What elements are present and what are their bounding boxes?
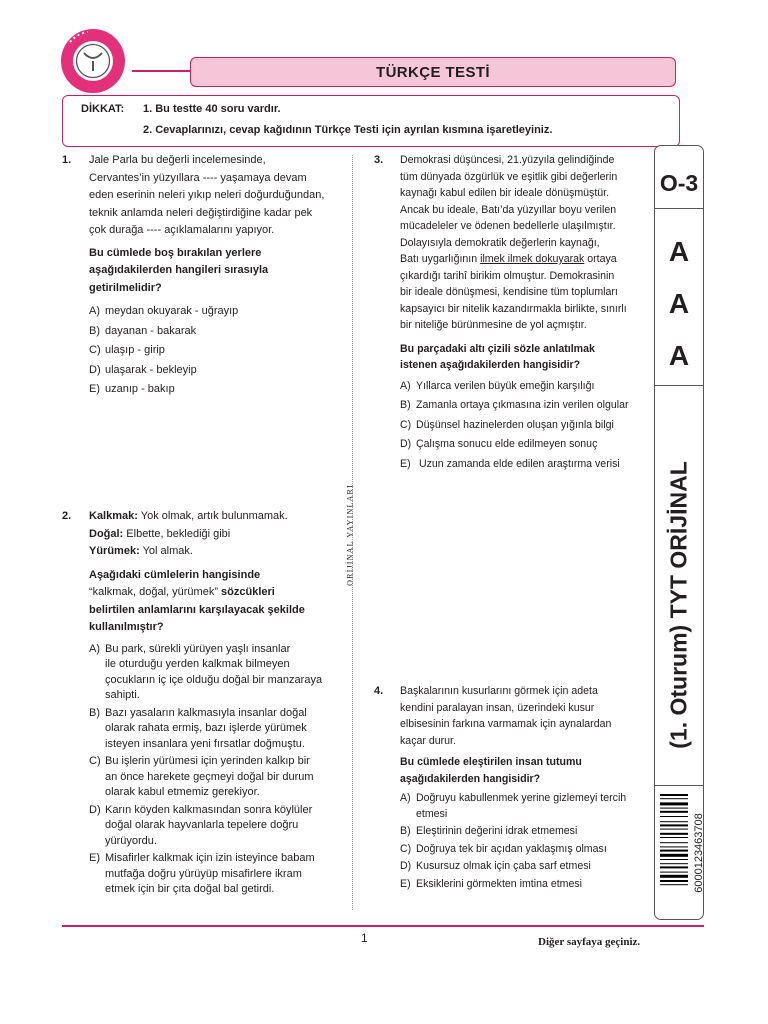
q3-text-line: bir ideale dönüşmesi, kendisine tüm toplumları bbox=[400, 286, 618, 298]
question-2 bbox=[89, 508, 351, 900]
option-text: dayanan - bakarak bbox=[105, 324, 197, 337]
answer-option[interactable] bbox=[89, 851, 351, 898]
option-text: Düşünsel hazinelerden oluşan yığınla bilgi bbox=[416, 418, 614, 431]
q3-stem: Bu parçadaki altı çizili sözle anlatılmak bbox=[400, 342, 595, 355]
answer-option[interactable] bbox=[400, 824, 652, 840]
option-letter: C) bbox=[89, 755, 101, 767]
option-text: ulaşıp - girip bbox=[105, 344, 165, 356]
option-text: Misafirler kalkmak için izin isteyince babam bbox=[105, 852, 315, 864]
option-text: mutfağa doğru yürüyüp misafirlere ikram bbox=[105, 867, 302, 880]
booklet-letter: A bbox=[668, 340, 690, 371]
text-segment: ortaya bbox=[584, 253, 617, 265]
q2-definition bbox=[89, 543, 351, 561]
q1-text-line: çok durağa ---- açıklamalarını yapıyor. bbox=[89, 224, 275, 236]
warning-box bbox=[62, 95, 680, 147]
option-text: Yıllarca verilen büyük emeğin karşılığı bbox=[416, 379, 595, 392]
option-text: Bazı yasaların kalkmasıyla insanlar doğal bbox=[105, 706, 307, 719]
answer-option[interactable] bbox=[89, 361, 351, 381]
answer-option[interactable] bbox=[400, 396, 652, 416]
q1-text-line: Cervantes’in yüzyıllara ---- yaşamaya devam bbox=[89, 171, 307, 184]
option-letter: B) bbox=[400, 825, 411, 837]
q1-text-line: eden eserinin neleri yıkıp neleri doğurduğundan, bbox=[89, 189, 325, 201]
option-text: etmesi bbox=[416, 807, 448, 820]
answer-option[interactable] bbox=[89, 803, 351, 850]
option-text: Bu işlerin yürümesi için yerinden kalkıp bir bbox=[105, 755, 310, 767]
test-title-banner bbox=[190, 57, 676, 87]
definition-text: Yok olmak, artık bulunmamak. bbox=[137, 510, 288, 522]
option-text: meydan okuyarak - uğrayıp bbox=[105, 305, 239, 317]
question-3 bbox=[400, 152, 652, 474]
warning-label: DİKKAT: bbox=[81, 103, 125, 115]
option-text: ulaşarak - bekleyip bbox=[105, 363, 197, 376]
warning-line-1: 1. Bu testte 40 soru vardır. bbox=[143, 103, 281, 115]
q1-stem: aşağıdakilerden hangileri sırasıyla bbox=[89, 264, 269, 276]
option-text: Uzun zamanda elde edilen araştırma verisi bbox=[416, 457, 620, 470]
option-text: sahipti. bbox=[105, 689, 140, 701]
answer-option[interactable] bbox=[400, 877, 652, 893]
q3-text-line: tüm dünyada özgürlük ve eşitlik gibi değerlerin bbox=[400, 170, 618, 183]
q3-text-line: kaynağı kabul edilen bir ideale dönüşmüştür. bbox=[400, 187, 610, 199]
question-number: 2. bbox=[62, 510, 72, 522]
option-text: Eleştirinin değerini idrak etmemesi bbox=[416, 825, 578, 837]
text-segment: Batı uygarlığının bbox=[400, 253, 481, 265]
answer-option[interactable] bbox=[89, 380, 351, 400]
answer-option[interactable] bbox=[89, 302, 351, 322]
publisher-watermark: ORİJİNAL YAYINLARI bbox=[345, 484, 355, 586]
answer-option[interactable] bbox=[89, 754, 351, 801]
option-text: an önce harekete geçmeyi doğal bir durum bbox=[105, 770, 314, 783]
sidebar-divider bbox=[655, 208, 703, 209]
option-text: Kusursuz olmak için çaba sarf etmesi bbox=[416, 860, 591, 872]
option-text: çocukların iç içe olduğu doğal bir manzaraya bbox=[105, 673, 323, 686]
definition-term: Kalkmak: bbox=[89, 510, 138, 522]
option-letter: A) bbox=[400, 792, 411, 804]
option-letter: C) bbox=[400, 842, 412, 855]
q2-stem: kullanılmıştır? bbox=[89, 621, 164, 633]
option-text: uzanıp - bakıp bbox=[105, 383, 175, 395]
option-letter: C) bbox=[400, 418, 412, 431]
q4-text-line: Başkalarının kusurlarını görmek için adeta bbox=[400, 685, 598, 697]
q1-text-line: teknik anlamda neleri değiştirdiğine kadar pek bbox=[89, 206, 313, 219]
stem-bold: sözcükleri bbox=[221, 586, 275, 598]
option-letter: C) bbox=[89, 344, 101, 356]
q2-stem: Aşağıdaki cümlelerin hangisinde bbox=[89, 568, 261, 581]
question-4 bbox=[400, 683, 652, 894]
q2-stem: belirtilen anlamlarını karşılayacak şekilde bbox=[89, 603, 305, 616]
answer-option[interactable] bbox=[400, 416, 652, 436]
q1-stem: getirilmelidir? bbox=[89, 281, 162, 294]
page-number: 1 bbox=[361, 931, 368, 945]
q3-text-line: bir niteliğe bürünmesine de yol açmıştır. bbox=[400, 319, 587, 331]
option-text: Eksiklerini görmekten imtina etmesi bbox=[416, 877, 583, 890]
option-text: Karın köyden kalkmasından sonra köylüler bbox=[105, 803, 313, 816]
q4-stem: aşağıdakilerden hangisidir? bbox=[400, 772, 541, 785]
sidebar-divider bbox=[655, 785, 703, 786]
option-text: yürüyordu. bbox=[105, 834, 157, 847]
stem-quote: “kalkmak, doğal, yürümek” bbox=[89, 586, 222, 598]
option-letter: A) bbox=[89, 305, 100, 317]
option-letter: D) bbox=[89, 363, 101, 376]
option-letter: E) bbox=[89, 852, 100, 864]
answer-option[interactable] bbox=[400, 859, 652, 875]
option-letter: D) bbox=[400, 860, 412, 872]
option-letter: A) bbox=[89, 642, 100, 655]
q2-stem bbox=[89, 584, 351, 602]
answer-option[interactable] bbox=[400, 377, 652, 397]
option-text: doğal olarak hayvanlarla tepelere doğru bbox=[105, 819, 299, 831]
option-letter: A) bbox=[400, 379, 411, 392]
option-letter: D) bbox=[89, 803, 101, 816]
q2-definition bbox=[89, 508, 351, 526]
q1-stem: Bu cümlede boş bırakılan yerlere bbox=[89, 246, 262, 259]
answer-option[interactable] bbox=[89, 322, 351, 342]
q2-definition bbox=[89, 526, 351, 544]
next-page-note: Diğer sayfaya geçiniz. bbox=[538, 936, 641, 948]
answer-option[interactable] bbox=[89, 341, 351, 361]
underlined-phrase: ilmek ilmek dokuyarak bbox=[480, 253, 585, 265]
warning-line-2: 2. Cevaplarınızı, cevap kağıdının Türkçe Testi için ayrılan kısmına işaretleyiniz. bbox=[143, 124, 553, 136]
barcode bbox=[660, 792, 688, 914]
question-number: 1. bbox=[62, 154, 72, 166]
test-title: TÜRKÇE TESTİ bbox=[376, 63, 490, 81]
option-letter: D) bbox=[400, 438, 412, 450]
option-letter: B) bbox=[89, 706, 100, 719]
footer-rule bbox=[62, 925, 704, 927]
q4-stem: Bu cümlede eleştirilen insan tutumu bbox=[400, 756, 582, 768]
definition-text: Yol almak. bbox=[139, 545, 193, 557]
answer-option[interactable] bbox=[400, 791, 652, 822]
q3-text-line: Dolayısıyla demokratik değerlerin kaynağı, bbox=[400, 236, 600, 249]
definition-term: Doğal: bbox=[89, 527, 124, 540]
answer-option[interactable] bbox=[400, 435, 652, 455]
question-number: 3. bbox=[374, 154, 384, 166]
option-letter: E) bbox=[400, 877, 411, 890]
q3-text-line: Ancak bu ideale, Batı’da yüzyıllar boyu verilen bbox=[400, 203, 617, 216]
answer-option[interactable] bbox=[400, 455, 652, 475]
booklet-letter: A bbox=[668, 288, 690, 319]
option-text: etmek için bir çıta doğal bal getirdi. bbox=[105, 883, 275, 895]
q4-text-line: kendini paralayan insan, üzerindeki kusur bbox=[400, 701, 595, 714]
sidebar-divider bbox=[655, 385, 703, 386]
definition-term: Yürümek: bbox=[89, 545, 140, 557]
option-text: Zamanla ortaya çıkmasına izin verilen olgular bbox=[416, 399, 629, 411]
barcode-number: 6000123463708 bbox=[693, 813, 705, 893]
option-text: Bu park, sürekli yürüyen yaşlı insanlar bbox=[105, 642, 291, 655]
q3-text-line: çıkardığı tarihî birikim olmuştur. Demokrasinin bbox=[400, 269, 615, 282]
option-letter: B) bbox=[89, 324, 100, 337]
booklet-code: O-3 bbox=[659, 170, 699, 196]
option-text: Çalışma sonucu elde edilmeyen sonuç bbox=[416, 438, 598, 450]
q3-stem: istenen aşağıdakilerden hangisidir? bbox=[400, 359, 581, 371]
q1-text-line: Jale Parla bu değerli incelemesinde, bbox=[89, 154, 266, 166]
q3-text-line: kapsayıcı bir nitelik kazandırmakla birlikte, sınırlı bbox=[400, 302, 627, 315]
answer-option[interactable] bbox=[89, 706, 351, 753]
title-rule bbox=[132, 70, 192, 72]
definition-text: Elbette, beklediği gibi bbox=[123, 527, 231, 540]
q3-text-line bbox=[400, 251, 652, 268]
option-letter: E) bbox=[400, 457, 411, 470]
answer-option[interactable] bbox=[89, 642, 351, 704]
option-text: Doğruyu kabullenmek yerine gizlemeyi tercih bbox=[416, 792, 627, 804]
option-text: olarak kabul etmemiz gerekiyor. bbox=[105, 786, 260, 798]
booklet-letter: A bbox=[668, 236, 690, 267]
question-1 bbox=[89, 152, 351, 400]
option-text: ile oturduğu yerden kalkmak bilmeyen bbox=[105, 658, 290, 670]
option-text: Doğruya tek bir açıdan yaklaşmış olması bbox=[416, 842, 607, 855]
q4-text-line: kaçar durur. bbox=[400, 734, 456, 747]
option-text: olarak rahata ermiş, bazı işlerde yürümek bbox=[105, 722, 307, 734]
option-letter: B) bbox=[400, 399, 411, 411]
option-text: isteyen insanlara yeni fırsatlar doğmuştu. bbox=[105, 737, 305, 750]
exam-title: (1. Oturum) TYT ORİJİNAL bbox=[665, 461, 692, 749]
q4-text-line: elbisesinin farkına varmamak için aynalardan bbox=[400, 718, 612, 730]
question-number: 4. bbox=[374, 685, 384, 697]
option-letter: E) bbox=[89, 383, 100, 395]
q3-text-line: mücadeleler ve ödenen bedellerle ulaşılmıştır. bbox=[400, 220, 616, 232]
q3-text-line: Demokrasi düşüncesi, 21.yüzyıla gelindiğinde bbox=[400, 154, 615, 166]
answer-option[interactable] bbox=[400, 842, 652, 858]
publisher-logo bbox=[60, 28, 126, 94]
